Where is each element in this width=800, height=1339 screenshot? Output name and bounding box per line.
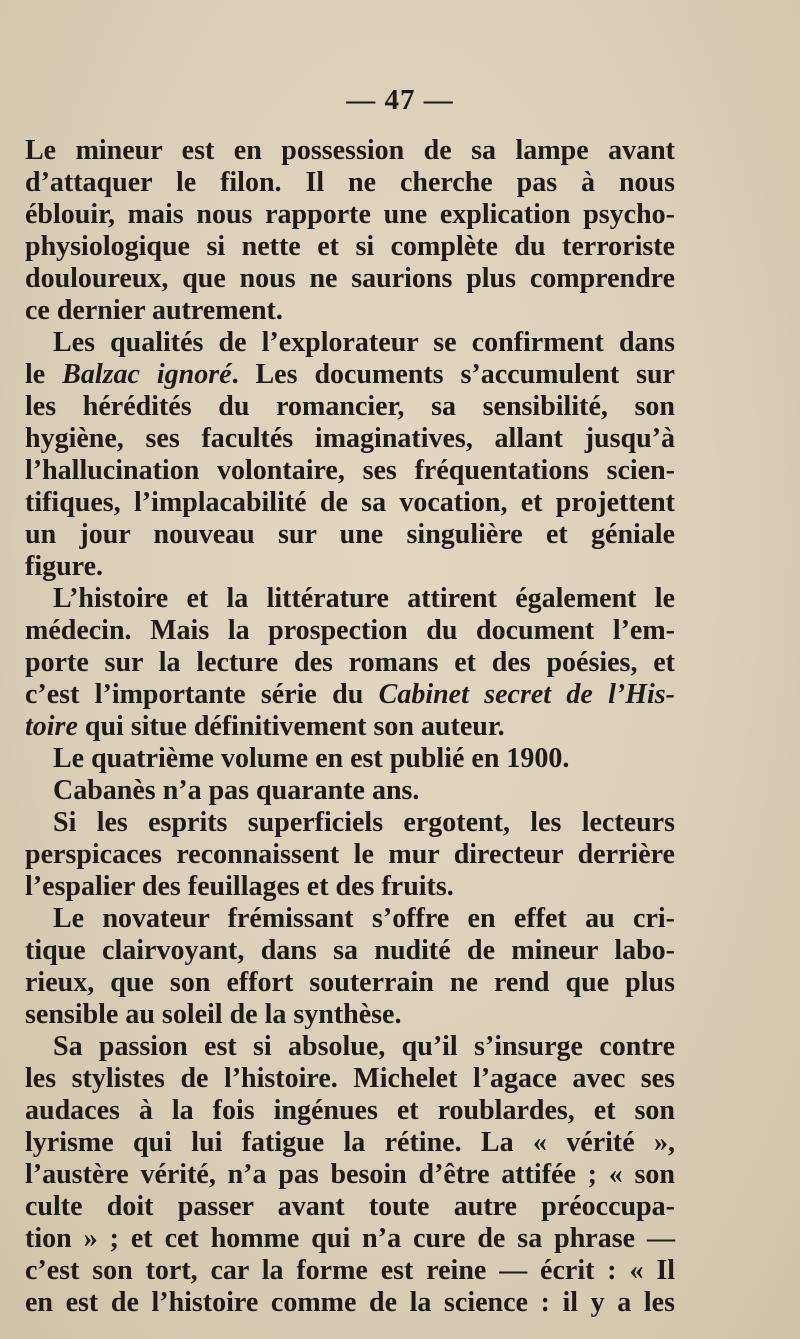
text-line: Le novateur frémissant s’offre en effet au cri-	[53, 903, 675, 934]
text-line: en est de l’histoire comme de la science : il y a les	[25, 1287, 675, 1318]
text-line: Sa passion est si absolue, qu’il s’insurge contre	[53, 1031, 675, 1062]
text-line: d’attaquer le filon. Il ne cherche pas à nous	[25, 167, 675, 198]
body-text	[25, 135, 675, 1319]
text-line: Le quatrième volume en est publié en 1900.	[53, 743, 570, 774]
text-line: tion » ; et cet homme qui n’a cure de sa phrase —	[25, 1223, 675, 1254]
text-line: Si les esprits superficiels ergotent, les lecteurs	[53, 807, 675, 838]
text-line: culte doit passer avant toute autre préoccupa-	[25, 1191, 675, 1222]
text-line: hygiène, ses facultés imaginatives, allant jusqu’à	[25, 423, 675, 454]
text-line: audaces à la fois ingénues et roublardes, et son	[25, 1095, 675, 1126]
text-line: Cabanès n’a pas quarante ans.	[53, 775, 420, 806]
text-line: figure.	[25, 551, 104, 582]
text-line: tifiques, l’implacabilité de sa vocation, et projettent	[25, 487, 675, 518]
text-line	[25, 711, 675, 743]
text-line: L’histoire et la littérature attirent également le	[53, 583, 675, 614]
text-line: un jour nouveau sur une singulière et géniale	[25, 519, 675, 550]
text-span: qui situe définitivement son auteur.	[77, 711, 505, 742]
text-line: Le mineur est en possession de sa lampe avant	[25, 135, 675, 166]
text-line: Les qualités de l’explorateur se confirment dans	[53, 327, 675, 358]
text-span: le	[25, 359, 63, 390]
text-line	[25, 679, 675, 711]
text-line	[25, 359, 675, 391]
text-line: les stylistes de l’histoire. Michelet l’agace avec ses	[25, 1063, 675, 1094]
text-span: . Les documents s’accumulent sur	[231, 359, 675, 390]
text-line: tique clairvoyant, dans sa nudité de mineur labo-	[25, 935, 675, 966]
text-line: ce dernier autrement.	[25, 295, 283, 326]
text-line: porte sur la lecture des romans et des poésies, et	[25, 647, 675, 678]
text-line: l’espalier des feuillages et des fruits.	[25, 871, 454, 902]
text-line: douloureux, que nous ne saurions plus comprendre	[25, 263, 675, 294]
page-number: — 47 —	[346, 84, 454, 116]
italic-title: Cabinet secret de l’His-	[378, 679, 675, 710]
text-line: l’hallucination volontaire, ses fréquentations scien-	[25, 455, 675, 486]
text-line: l’austère vérité, n’a pas besoin d’être attifée ; « son	[25, 1159, 675, 1190]
italic-title: toire	[25, 711, 78, 742]
text-line: les hérédités du romancier, sa sensibilité, son	[25, 391, 675, 422]
text-line: rieux, que son effort souterrain ne rend que plus	[25, 967, 675, 998]
text-line: médecin. Mais la prospection du document l’em-	[25, 615, 675, 646]
italic-title: Balzac ignoré	[62, 359, 232, 390]
text-span: c’est l’importante série du	[25, 679, 379, 710]
text-line: éblouir, mais nous rapporte une explication psycho-	[25, 199, 675, 230]
text-line: perspicaces reconnaissent le mur directeur derrière	[25, 839, 675, 870]
text-line: physiologique si nette et si complète du terroriste	[25, 231, 675, 262]
text-line: c’est son tort, car la forme est reine — écrit : « Il	[25, 1255, 675, 1286]
text-line: lyrisme qui lui fatigue la rétine. La « vérité »,	[25, 1127, 675, 1158]
text-line: sensible au soleil de la synthèse.	[25, 999, 402, 1030]
